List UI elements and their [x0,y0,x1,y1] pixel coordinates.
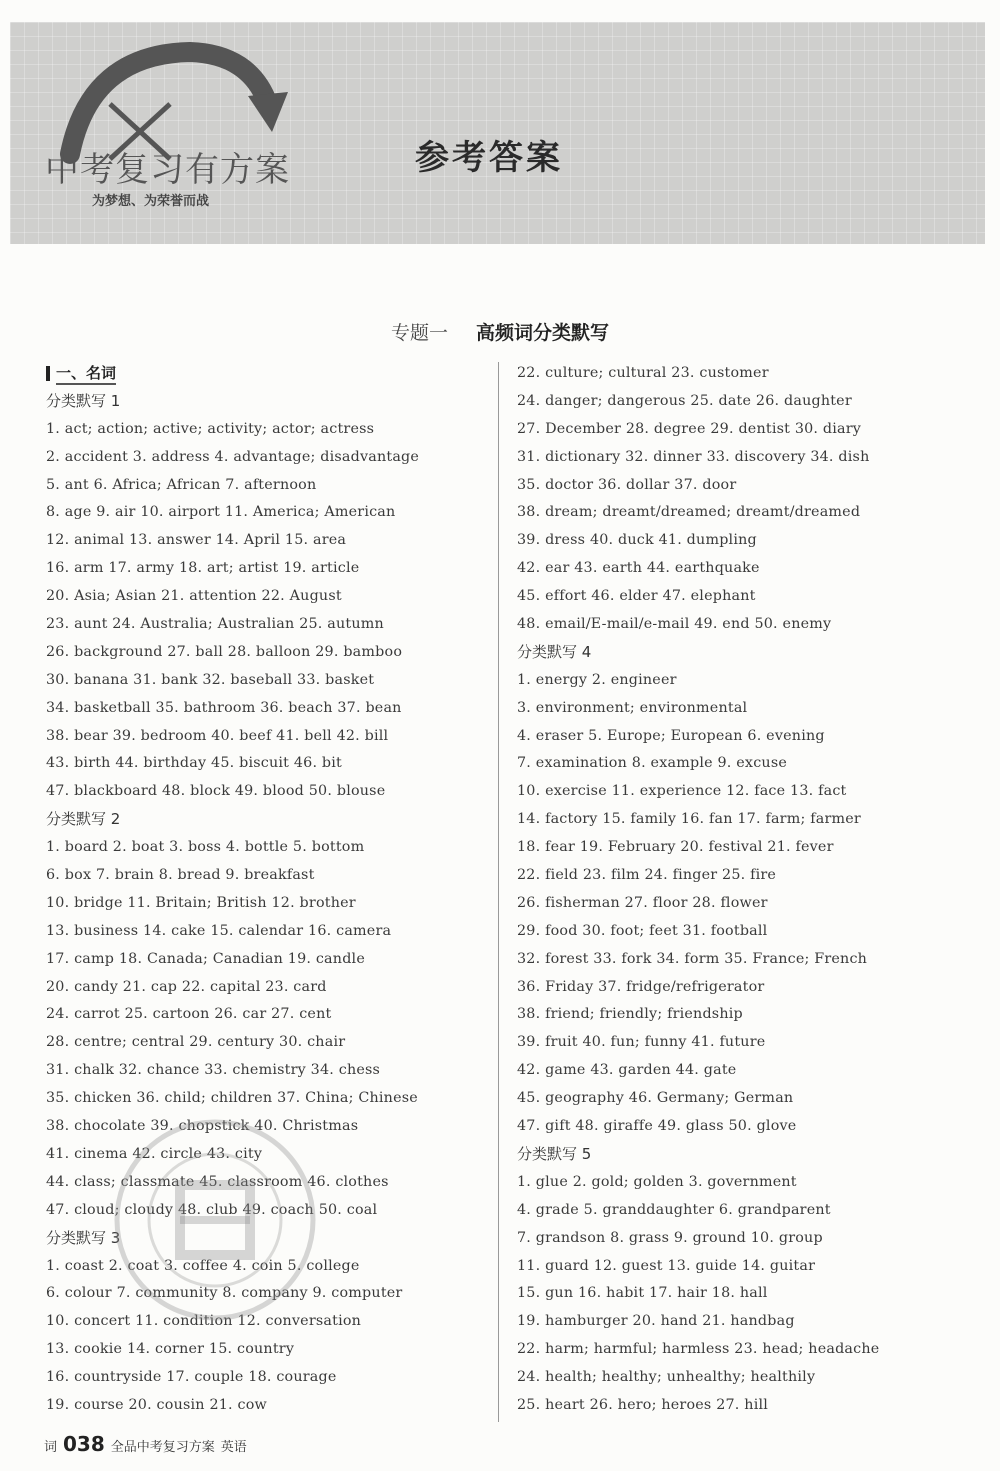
left-column [46,360,496,1420]
answer-line: 8. age 9. air 10. airport 11. America; American [46,504,396,521]
answer-line: 32. forest 33. fork 34. form 35. France; French [517,950,868,967]
answer-line: 18. fear 19. February 20. festival 21. fever [517,839,834,856]
answer-line: 38. friend; friendly; friendship [517,1006,743,1023]
topic-title: 高频词分类默写 [476,322,610,344]
answer-line: 1. act; action; active; activity; actor; actress [46,420,375,437]
answer-line: 39. fruit 40. fun; funny 41. future [517,1034,766,1051]
right-column [517,360,967,1420]
answer-line: 10. exercise 11. experience 12. face 13. fact [517,783,847,800]
answer-line: 38. dream; dreamt/dreamed; dreamt/dreamed [517,504,861,521]
answer-line: 30. banana 31. bank 32. baseball 33. basket [46,671,375,688]
footer-book: 全品中考复习方案 [110,1440,215,1455]
answer-line: 1. glue 2. gold; golden 3. government [517,1173,797,1190]
answer-line: 27. December 28. degree 29. dentist 30. diary [517,420,862,437]
answer-line: 31. dictionary 32. dinner 33. discovery 34. dish [517,448,870,465]
answer-line: 48. email/E-mail/e-mail 49. end 50. enemy [517,616,832,633]
footer-subject: 英语 [220,1440,247,1455]
group-heading: 分类默写 2 [46,810,121,829]
group-heading: 分类默写 3 [46,1228,121,1247]
answer-line: 12. animal 13. answer 14. April 15. area [46,532,347,549]
answer-line: 1. energy 2. engineer [517,671,677,688]
answer-line: 19. hamburger 20. hand 21. handbag [517,1313,795,1330]
answer-line: 22. harm; harmful; harmless 23. head; headache [517,1341,880,1358]
answer-line: 19. course 20. cousin 21. cow [46,1396,267,1413]
answer-line: 16. arm 17. army 18. art; artist 19. article [46,560,360,577]
topic-prefix: 专题一 [390,322,448,344]
answer-line: 3. environment; environmental [517,699,748,716]
answer-line: 24. danger; dangerous 25. date 26. daughter [517,392,852,409]
group-heading: 分类默写 5 [517,1144,592,1163]
answer-line: 47. cloud; cloudy 48. club 49. coach 50. coal [46,1201,378,1218]
page-number: 038 [63,1432,105,1456]
answer-line: 6. box 7. brain 8. bread 9. breakfast [46,867,315,884]
answer-line: 10. concert 11. condition 12. conversation [46,1313,362,1330]
header-banner [10,22,985,244]
answer-line: 45. geography 46. Germany; German [517,1090,794,1107]
logo-title: 中考复习有方案 [45,150,290,190]
answer-line: 20. Asia; Asian 21. attention 22. August [46,588,342,605]
answer-line: 41. cinema 42. circle 43. city [46,1145,263,1162]
answer-line: 7. grandson 8. grass 9. ground 10. group [517,1229,823,1246]
section-heading-text: 一、名词 [56,363,116,385]
answer-line: 23. aunt 24. Australia; Australian 25. autumn [46,616,384,633]
answer-line: 42. ear 43. earth 44. earthquake [517,560,760,577]
answer-line: 11. guard 12. guest 13. guide 14. guitar [517,1257,816,1274]
answer-line: 14. factory 15. family 16. fan 17. farm; farmer [517,811,861,828]
answer-line: 10. bridge 11. Britain; British 12. brother [46,894,356,911]
answer-line: 31. chalk 32. chance 33. chemistry 34. chess [46,1062,381,1079]
answer-line: 1. coast 2. coat 3. coffee 4. coin 5. college [46,1257,360,1274]
page-title: 参考答案 [415,138,563,178]
column-divider [498,362,499,1422]
answer-line: 16. countryside 17. couple 18. courage [46,1369,337,1386]
answer-line: 39. dress 40. duck 41. dumpling [517,532,757,549]
answer-line: 24. health; healthy; unhealthy; healthily [517,1369,816,1386]
answer-line: 4. grade 5. granddaughter 6. grandparent [517,1201,831,1218]
answer-line: 6. colour 7. community 8. company 9. computer [46,1285,403,1302]
answer-line: 29. food 30. foot; feet 31. football [517,922,768,939]
answer-line: 5. ant 6. Africa; African 7. afternoon [46,476,317,493]
answer-line: 43. birth 44. birthday 45. biscuit 46. bit [46,755,342,772]
logo-slogan: 为梦想、为荣誉而战 [92,194,210,209]
answer-line: 1. board 2. boat 3. boss 4. bottle 5. bottom [46,839,365,856]
answer-line: 22. culture; cultural 23. customer [517,365,769,381]
topic-heading [0,318,1000,345]
answer-line: 34. basketball 35. bathroom 36. beach 37. bean [46,699,402,716]
answer-line: 47. blackboard 48. block 49. blood 50. blouse [46,783,386,800]
answer-line: 38. chocolate 39. chopstick 40. Christmas [46,1118,359,1135]
answer-line: 36. Friday 37. fridge/refrigerator [517,978,765,995]
answer-line: 4. eraser 5. Europe; European 6. evening [517,727,825,744]
answer-line: 25. heart 26. hero; heroes 27. hill [517,1396,769,1413]
answer-line: 13. business 14. cake 15. calendar 16. camera [46,922,392,939]
answer-line: 20. candy 21. cap 22. capital 23. card [46,978,327,995]
answer-line: 2. accident 3. address 4. advantage; disadvantage [46,448,420,465]
page-footer [44,1432,247,1456]
answer-line: 26. fisherman 27. floor 28. flower [517,894,768,911]
answer-line: 35. chicken 36. child; children 37. China; Chinese [46,1090,418,1107]
answer-line: 38. bear 39. bedroom 40. beef 41. bell 42. bill [46,727,389,744]
answer-line: 47. gift 48. giraffe 49. glass 50. glove [517,1118,797,1135]
answer-line: 7. examination 8. example 9. excuse [517,755,788,772]
answer-line: 42. game 43. garden 44. gate [517,1062,737,1079]
answer-line: 26. background 27. ball 28. balloon 29. bamboo [46,643,403,660]
section-heading [46,360,496,388]
answer-line: 44. class; classmate 45. classroom 46. clothes [46,1173,389,1190]
answer-line: 13. cookie 14. corner 15. country [46,1341,295,1358]
answer-line: 22. field 23. film 24. finger 25. fire [517,867,777,884]
section-bar-icon [46,366,50,381]
answer-line: 45. effort 46. elder 47. elephant [517,588,756,605]
footer-prefix: 词 [44,1440,58,1455]
answer-line: 28. centre; central 29. century 30. chair [46,1034,346,1051]
group-heading: 分类默写 4 [517,642,592,661]
answer-line: 35. doctor 36. dollar 37. door [517,476,737,493]
answer-line: 17. camp 18. Canada; Canadian 19. candle [46,950,365,967]
group-heading: 分类默写 1 [46,391,121,410]
answer-line: 24. carrot 25. cartoon 26. car 27. cent [46,1006,332,1023]
answer-line: 15. gun 16. habit 17. hair 18. hall [517,1285,768,1302]
